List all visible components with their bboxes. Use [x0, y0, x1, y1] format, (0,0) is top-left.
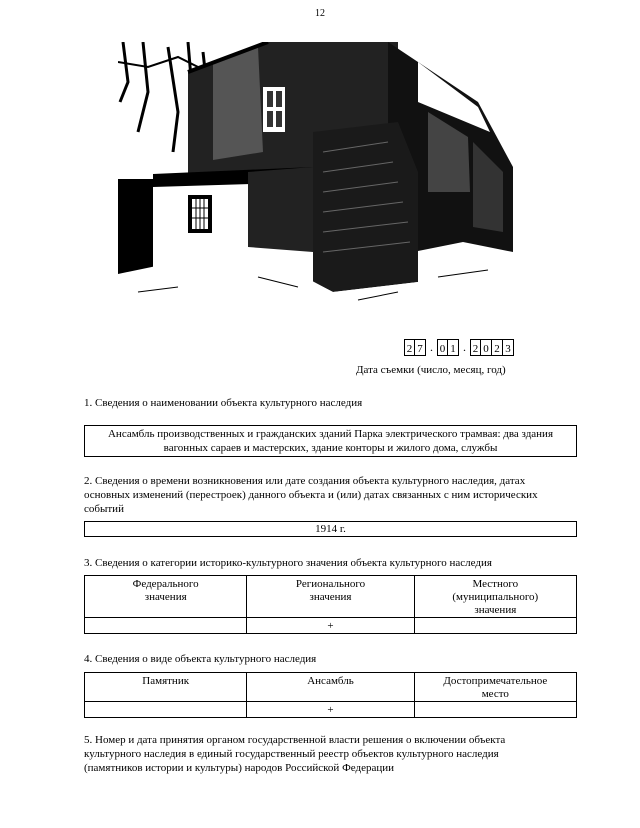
table-row — [85, 618, 577, 634]
section-1-value-line: Ансамбль производственных и гражданских зданий Парка электрического трамвая: два здания — [107, 428, 554, 440]
section-2-title-line: 2. Сведения о времени возникновения или дате создания объекта культурного наследия, датах — [84, 475, 526, 487]
table-header-row — [85, 576, 577, 618]
section-5-title — [84, 733, 577, 775]
date-digit: 1 — [448, 339, 459, 356]
date-digit: 2 — [492, 339, 503, 356]
table-header-cell — [414, 576, 576, 618]
header-line: значения — [474, 604, 517, 616]
table-header-cell — [247, 576, 414, 618]
date-digit: 3 — [503, 339, 514, 356]
table-cell: + — [247, 618, 414, 634]
section-1-title: 1. Сведения о наименовании объекта культурного наследия — [84, 397, 363, 409]
building-photo — [118, 42, 518, 312]
header-line: Федерального — [132, 578, 199, 590]
table-cell — [85, 702, 247, 718]
section-2-value: 1914 г. — [84, 521, 577, 537]
section-5-title-line: культурного наследия в единый государственный реестр объектов культурного наследия — [84, 748, 499, 760]
section-1-value-line: вагонных сараев и мастерских, здание конторы и жилого дома, службы — [163, 442, 498, 454]
table-header-cell — [414, 673, 576, 702]
date-digit: 2 — [470, 339, 481, 356]
section-3-title: 3. Сведения о категории историко-культурного значения объекта культурного наследия — [84, 557, 492, 569]
header-line: Регионального — [295, 578, 366, 590]
table-header-row — [85, 673, 577, 702]
header-line: значения — [309, 591, 352, 603]
date-separator: . — [463, 340, 466, 354]
table-cell — [414, 702, 576, 718]
table-header-cell: Памятник — [85, 673, 247, 702]
table-header-cell — [85, 576, 247, 618]
header-line: значения — [144, 591, 187, 603]
section-4-title: 4. Сведения о виде объекта культурного наследия — [84, 653, 317, 665]
section-2-title — [84, 474, 577, 516]
header-line: место — [481, 688, 509, 700]
section-2-title-line: событий — [84, 503, 124, 515]
table-cell — [85, 618, 247, 634]
section-2-title-line: основных изменений (перестроек) данного объекта и (или) датах связанных с ним исторических — [84, 489, 538, 501]
date-digit: 2 — [404, 339, 415, 356]
table-cell: + — [247, 702, 414, 718]
header-line: Местного — [472, 578, 519, 590]
page-number: 12 — [315, 8, 325, 19]
date-digit: 0 — [481, 339, 492, 356]
photo-date-boxes — [404, 339, 514, 356]
header-line: Достопримечательное — [443, 675, 548, 687]
section-1-value — [84, 425, 577, 457]
header-line: (муниципального) — [452, 591, 539, 603]
section-4-table — [84, 672, 577, 718]
date-digit: 7 — [415, 339, 426, 356]
date-separator: . — [430, 340, 433, 354]
table-row — [85, 702, 577, 718]
table-header-cell: Ансамбль — [247, 673, 414, 702]
table-cell — [414, 618, 576, 634]
section-5-title-line: 5. Номер и дата принятия органом государственной власти решения о включении объекта — [84, 734, 506, 746]
section-3-table — [84, 575, 577, 634]
section-5-title-line: (памятников истории и культуры) народов Российской Федерации — [84, 762, 395, 774]
photo-date-caption: Дата съемки (число, месяц, год) — [356, 364, 506, 376]
date-digit: 0 — [437, 339, 448, 356]
